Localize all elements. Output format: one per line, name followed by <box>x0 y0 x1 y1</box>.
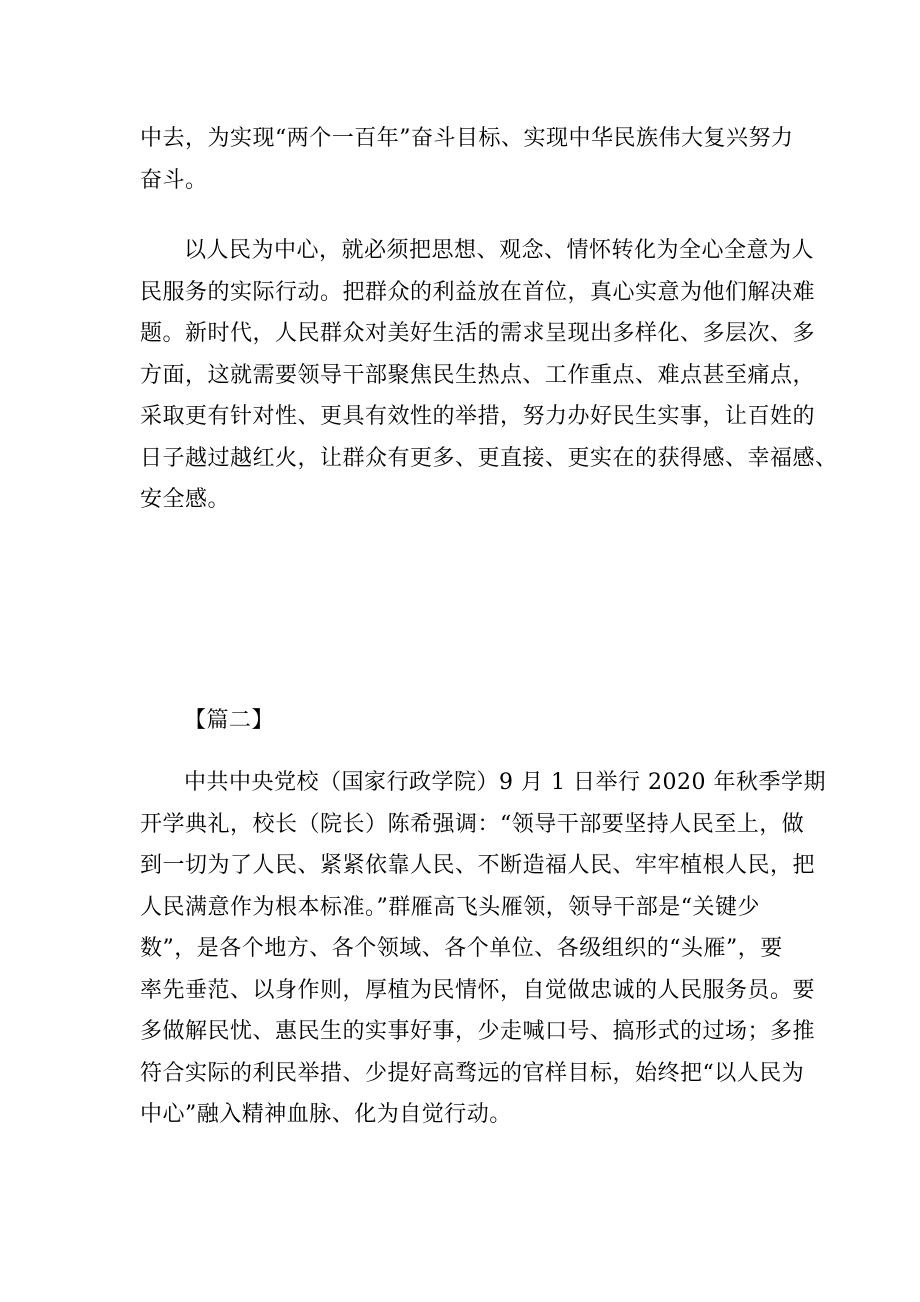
text-line: 率先垂范、以身作则，厚植为民情怀，自觉做忠诚的人民服务员。要 <box>140 977 816 1003</box>
paragraph-continued <box>140 118 794 201</box>
text-line: 奋斗。 <box>140 167 208 193</box>
text-line: 到一切为了人民、紧紧依靠人民、不断造福人民、牢牢植根人民，把 <box>140 853 816 878</box>
text-line: 以人民为中心，就必须把思想、观念、情怀转化为全心全意为人 <box>184 238 815 263</box>
text-line: 人民满意作为根本标准。”群雁高飞头雁领，领导干部是“关键少 <box>140 894 760 920</box>
paragraph-people-centered <box>140 230 838 521</box>
text-line: 日子越过越红火，让群众有更多、更直接、更实在的获得感、幸福感、 <box>140 445 838 471</box>
text-line: 开学典礼，校长（院长）陈希强调：“领导干部要坚持人民至上，做 <box>140 811 805 837</box>
text-line: 民服务的实际行动。把群众的利益放在首位，真心实意为他们解决难 <box>140 279 816 305</box>
text-line: 中共中央党校（国家行政学院）9 月 1 日举行 2020 年秋季学期 <box>184 770 826 795</box>
section-heading-text: 【篇二】 <box>184 708 275 733</box>
text-line: 安全感。 <box>140 487 231 512</box>
text-line: 题。新时代，人民群众对美好生活的需求呈现出多样化、多层次、多 <box>140 321 816 346</box>
text-line: 中心”融入精神血脉、化为自觉行动。 <box>140 1102 512 1127</box>
text-line: 数”，是各个地方、各个领域、各个单位、各级组织的“头雁”，要 <box>140 936 783 961</box>
text-line: 中去，为实现“两个一百年”奋斗目标、实现中华民族伟大复兴努力 <box>140 126 794 151</box>
text-line: 符合实际的利民举措、少提好高骛远的官样目标，始终把“以人民为 <box>140 1060 805 1086</box>
section-heading <box>184 700 384 742</box>
text-line: 采取更有针对性、更具有效性的举措，努力办好民生实事，让百姓的 <box>140 404 816 429</box>
paragraph-party-school <box>140 762 826 1136</box>
text-line: 多做解民忧、惠民生的实事好事，少走喊口号、搞形式的过场；多推 <box>140 1019 816 1044</box>
text-line: 方面，这就需要领导干部聚焦民生热点、工作重点、难点甚至痛点， <box>140 362 816 388</box>
